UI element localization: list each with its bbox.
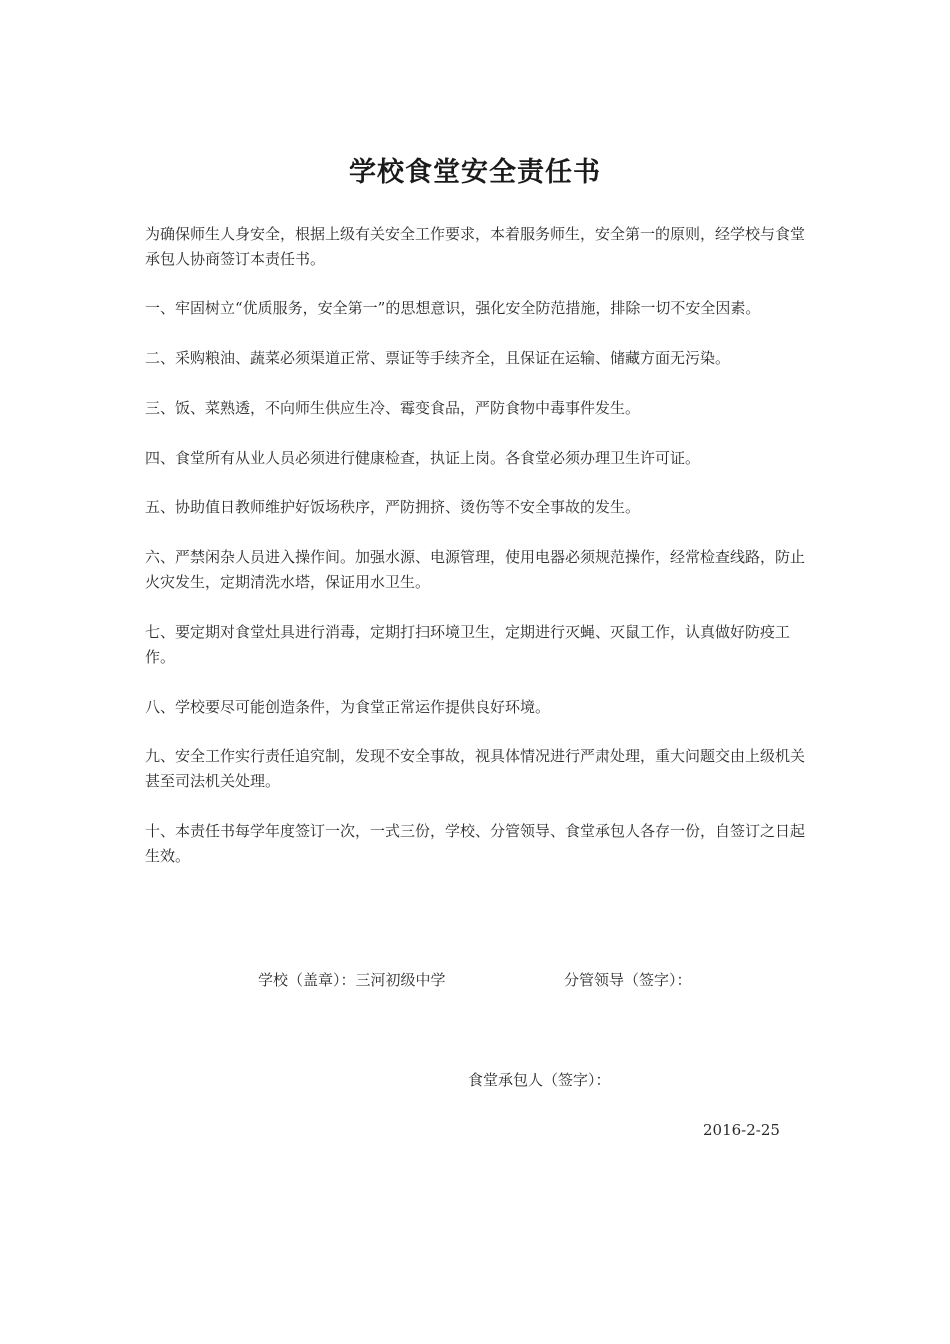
clause-3: 三、饭、菜熟透，不向师生供应生冷、霉变食品，严防食物中毒事件发生。: [145, 399, 641, 417]
signing-date: 2016-2-25: [703, 1121, 780, 1139]
intro-paragraph: 为确保师生人身安全，根据上级有关安全工作要求，本着服务师生，安全第一的原则，经学校与食堂承包人协商签订本责任书。: [145, 225, 806, 268]
clause-2: 二、采购粮油、蔬菜必须渠道正常、票证等手续齐全，且保证在运输、储藏方面无污染。: [145, 349, 731, 367]
clause-5: 五、协助值日教师维护好饭场秩序，严防拥挤、烫伤等不安全事故的发生。: [145, 498, 641, 516]
clause-4: 四、食堂所有从业人员必须进行健康检查，执证上岗。各食堂必须办理卫生许可证。: [145, 449, 701, 467]
school-seal-line: 学校（盖章）：三河初级中学: [258, 971, 446, 989]
clause-10: 十、本责任书每学年度签订一次，一式三份，学校、分管领导、食堂承包人各存一份，自签订之日起生效。: [145, 822, 806, 865]
clause-6: 六、严禁闲杂人员进入操作间。加强水源、电源管理，使用电器必须规范操作，经常检查线路，防止火灾发生，定期清洗水塔，保证用水卫生。: [145, 548, 806, 591]
clause-8: 八、学校要尽可能创造条件，为食堂正常运作提供良好环境。: [145, 698, 551, 716]
clause-1: 一、牢固树立“优质服务，安全第一”的思想意识，强化安全防范措施，排除一切不安全因素。: [145, 299, 761, 317]
clause-9: 九、安全工作实行责任追究制，发现不安全事故，视具体情况进行严肃处理，重大问题交由上级机关甚至司法机关处理。: [145, 747, 806, 790]
leader-signature-line: 分管领导（签字）：: [564, 971, 692, 989]
page-title: 学校食堂安全责任书: [349, 157, 601, 189]
contractor-signature-line: 食堂承包人（签字）：: [468, 1071, 611, 1089]
clause-7: 七、要定期对食堂灶具进行消毒，定期打扫环境卫生，定期进行灭蝇、灭鼠工作，认真做好防疫工作。: [145, 623, 791, 666]
